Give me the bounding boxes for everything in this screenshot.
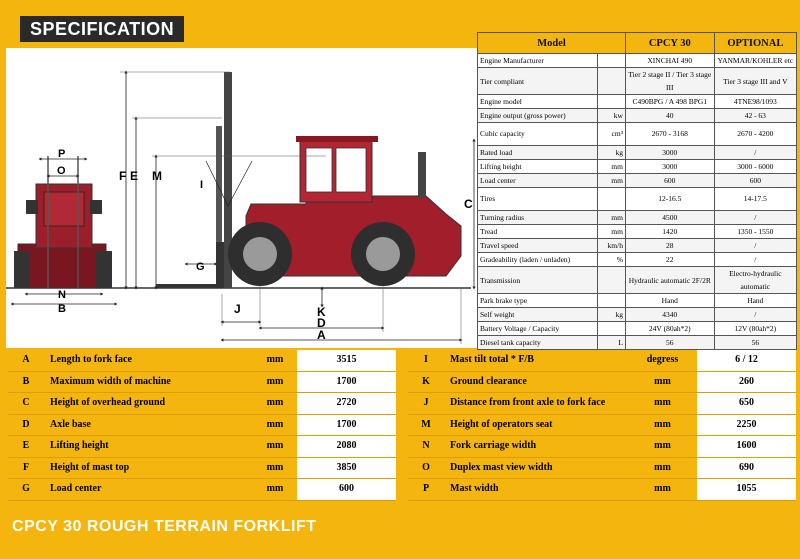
dimension-row xyxy=(408,372,796,394)
dim-unit: mm xyxy=(255,350,295,371)
spec-row xyxy=(478,188,797,211)
spec-row xyxy=(478,160,797,174)
header-std: CPCY 30 xyxy=(625,33,714,54)
dim-code: G xyxy=(8,479,44,500)
spec-param: Tires xyxy=(478,188,598,211)
spec-opt-value: 56 xyxy=(714,336,796,350)
dim-unit: mm xyxy=(630,372,695,393)
dim-label-n: N xyxy=(58,289,66,301)
spec-unit: kw xyxy=(597,109,625,123)
spec-std-value: Hydraulic automatic 2F/2R xyxy=(625,267,714,294)
spec-param: Battery Voltage / Capacity xyxy=(478,322,598,336)
spec-opt-value: YANMAR/KOHLER etc xyxy=(714,54,796,68)
dim-label-d: D xyxy=(317,316,326,330)
spec-unit xyxy=(597,267,625,294)
dim-code: E xyxy=(8,436,44,457)
dim-code: F xyxy=(8,458,44,479)
dimension-row xyxy=(408,436,796,458)
spec-opt-value: / xyxy=(714,146,796,160)
spec-unit: mm xyxy=(597,174,625,188)
header-model: Model xyxy=(478,33,626,54)
spec-param: Engine output (gross power) xyxy=(478,109,598,123)
dimension-row xyxy=(408,393,796,415)
spec-unit xyxy=(597,188,625,211)
dim-value: 1700 xyxy=(295,415,396,436)
spec-row xyxy=(478,225,797,239)
spec-unit: kg xyxy=(597,146,625,160)
dim-code: A xyxy=(8,350,44,371)
spec-opt-value: 600 xyxy=(714,174,796,188)
dimension-row xyxy=(8,372,396,394)
spec-table xyxy=(477,32,797,350)
spec-std-value: 22 xyxy=(625,253,714,267)
dim-code: P xyxy=(408,479,444,500)
dim-label-o: O xyxy=(57,165,66,177)
spec-std-value: 12-16.5 xyxy=(625,188,714,211)
spec-row xyxy=(478,308,797,322)
spec-std-value: 600 xyxy=(625,174,714,188)
spec-param: Cubic capacity xyxy=(478,123,598,146)
spec-std-value: 3000 xyxy=(625,146,714,160)
spec-row xyxy=(478,211,797,225)
dim-label-i: I xyxy=(200,179,204,191)
spec-unit xyxy=(597,95,625,109)
side-view xyxy=(119,72,474,344)
spec-table-header xyxy=(478,33,797,54)
spec-param: Tier compliant xyxy=(478,68,598,95)
dim-code: N xyxy=(408,436,444,457)
dimension-row xyxy=(408,415,796,437)
dim-label-e: E xyxy=(130,169,139,183)
spec-opt-value: 2670 - 4200 xyxy=(714,123,796,146)
spec-param: Gradeability (laden / unladen) xyxy=(478,253,598,267)
spec-param: Rated load xyxy=(478,146,598,160)
spec-param: Tread xyxy=(478,225,598,239)
spec-unit: % xyxy=(597,253,625,267)
spec-param: Lifting height xyxy=(478,160,598,174)
dim-value: 650 xyxy=(695,393,796,414)
dim-code: I xyxy=(408,350,444,371)
spec-row xyxy=(478,95,797,109)
spec-unit: km/h xyxy=(597,239,625,253)
spec-param: Diesel tank capacity xyxy=(478,336,598,350)
dim-label-m: M xyxy=(152,169,162,183)
spec-row xyxy=(478,239,797,253)
dim-label-g: G xyxy=(196,261,205,273)
spec-unit: mm xyxy=(597,160,625,174)
dim-unit: mm xyxy=(255,458,295,479)
spec-row xyxy=(478,253,797,267)
dim-unit: mm xyxy=(630,415,695,436)
spec-unit: L xyxy=(597,336,625,350)
spec-param: Travel speed xyxy=(478,239,598,253)
dim-value: 1600 xyxy=(695,436,796,457)
spec-row xyxy=(478,174,797,188)
spec-row xyxy=(478,146,797,160)
dim-value: 2720 xyxy=(295,393,396,414)
dim-value: 1055 xyxy=(695,479,796,500)
spec-std-value: 1420 xyxy=(625,225,714,239)
dim-code: K xyxy=(408,372,444,393)
spec-opt-value: / xyxy=(714,211,796,225)
dim-unit: mm xyxy=(630,436,695,457)
spec-param: Load center xyxy=(478,174,598,188)
spec-opt-value: 3000 - 6000 xyxy=(714,160,796,174)
spec-std-value: Tier 2 stage II / Tier 3 stage III xyxy=(625,68,714,95)
dim-unit: mm xyxy=(630,393,695,414)
dim-value: 2250 xyxy=(695,415,796,436)
spec-row xyxy=(478,54,797,68)
dim-description: Height of mast top xyxy=(44,458,255,479)
dim-code: J xyxy=(408,393,444,414)
spec-unit xyxy=(597,68,625,95)
dim-label-j: J xyxy=(234,302,241,316)
dim-code: O xyxy=(408,458,444,479)
dim-description: Axle base xyxy=(44,415,255,436)
dim-description: Ground clearance xyxy=(444,372,630,393)
front-view xyxy=(12,148,116,315)
dim-description: Maximum width of machine xyxy=(44,372,255,393)
dim-description: Height of overhead ground xyxy=(44,393,255,414)
spec-param: Turning radius xyxy=(478,211,598,225)
forklift-dimension-diagram xyxy=(6,56,476,346)
dim-description: Mast tilt total * F/B xyxy=(444,350,630,371)
dimension-row xyxy=(408,350,796,372)
dim-label-k: K xyxy=(317,305,326,319)
spec-unit xyxy=(597,322,625,336)
spec-std-value: 56 xyxy=(625,336,714,350)
dim-label-p: P xyxy=(58,148,66,160)
dim-unit: mm xyxy=(255,436,295,457)
dim-unit: mm xyxy=(255,479,295,500)
dim-unit: mm xyxy=(630,458,695,479)
dim-value: 6 / 12 xyxy=(695,350,796,371)
dim-value: 3515 xyxy=(295,350,396,371)
dim-value: 690 xyxy=(695,458,796,479)
spec-row xyxy=(478,322,797,336)
dimension-row xyxy=(8,458,396,480)
dimension-row xyxy=(8,436,396,458)
header-opt: OPTIONAL xyxy=(714,33,796,54)
spec-param: Park brake type xyxy=(478,294,598,308)
spec-row xyxy=(478,68,797,95)
dim-label-c: C xyxy=(464,197,473,211)
dim-label-a: A xyxy=(317,328,326,342)
spec-std-value: Hand xyxy=(625,294,714,308)
spec-row xyxy=(478,267,797,294)
dim-description: Load center xyxy=(44,479,255,500)
dim-code: B xyxy=(8,372,44,393)
spec-std-value: 2670 - 3168 xyxy=(625,123,714,146)
spec-unit: mm xyxy=(597,225,625,239)
dim-code: C xyxy=(8,393,44,414)
dim-unit: mm xyxy=(255,415,295,436)
dimension-row xyxy=(8,393,396,415)
dim-unit: mm xyxy=(255,372,295,393)
dimension-row xyxy=(8,479,396,501)
dim-description: Lifting height xyxy=(44,436,255,457)
spec-row xyxy=(478,109,797,123)
footer-title: CPCY 30 ROUGH TERRAIN FORKLIFT xyxy=(12,518,317,535)
spec-opt-value: / xyxy=(714,308,796,322)
spec-opt-value: 12V (80ah*2) xyxy=(714,322,796,336)
dim-value: 1700 xyxy=(295,372,396,393)
spec-std-value: 4340 xyxy=(625,308,714,322)
dimension-row xyxy=(8,415,396,437)
spec-opt-value: Tier 3 stage III and V xyxy=(714,68,796,95)
dim-unit: mm xyxy=(255,393,295,414)
dim-label-f: F xyxy=(119,169,127,183)
spec-unit xyxy=(597,54,625,68)
dim-code: M xyxy=(408,415,444,436)
dimension-row xyxy=(408,479,796,501)
spec-row xyxy=(478,336,797,350)
specification-label: SPECIFICATION xyxy=(20,16,184,42)
dim-description: Distance from front axle to fork face xyxy=(444,393,630,414)
spec-opt-value: 42 - 63 xyxy=(714,109,796,123)
spec-std-value: 24V (80ah*2) xyxy=(625,322,714,336)
spec-std-value: 40 xyxy=(625,109,714,123)
spec-unit xyxy=(597,294,625,308)
dim-description: Length to fork face xyxy=(44,350,255,371)
dim-code: D xyxy=(8,415,44,436)
dimension-table-right xyxy=(408,350,796,501)
dimension-row xyxy=(408,458,796,480)
dim-value: 2080 xyxy=(295,436,396,457)
spec-opt-value: 14-17.5 xyxy=(714,188,796,211)
spec-param: Self weight xyxy=(478,308,598,322)
dimension-row xyxy=(8,350,396,372)
spec-opt-value: Hand xyxy=(714,294,796,308)
dim-description: Mast width xyxy=(444,479,630,500)
spec-std-value: 3000 xyxy=(625,160,714,174)
dim-unit: degress xyxy=(630,350,695,371)
dim-description: Height of operators seat xyxy=(444,415,630,436)
spec-param: Engine Manufacturer xyxy=(478,54,598,68)
dim-description: Fork carriage width xyxy=(444,436,630,457)
spec-row xyxy=(478,123,797,146)
spec-opt-value: Electro-hydraulic automatic xyxy=(714,267,796,294)
spec-std-value: XINCHAI 490 xyxy=(625,54,714,68)
spec-std-value: 28 xyxy=(625,239,714,253)
dim-unit: mm xyxy=(630,479,695,500)
dimension-table-left xyxy=(8,350,396,501)
spec-unit: kg xyxy=(597,308,625,322)
spec-param: Engine model xyxy=(478,95,598,109)
spec-std-value: C490BPG / A 498 BPG1 xyxy=(625,95,714,109)
spec-unit: mm xyxy=(597,211,625,225)
dim-description: Duplex mast view width xyxy=(444,458,630,479)
spec-opt-value: / xyxy=(714,239,796,253)
spec-opt-value: / xyxy=(714,253,796,267)
spec-opt-value: 1350 - 1550 xyxy=(714,225,796,239)
dim-value: 600 xyxy=(295,479,396,500)
spec-std-value: 4500 xyxy=(625,211,714,225)
spec-opt-value: 4TNE98/1093 xyxy=(714,95,796,109)
dim-value: 3850 xyxy=(295,458,396,479)
spec-unit: cm³ xyxy=(597,123,625,146)
dim-value: 260 xyxy=(695,372,796,393)
dim-label-b: B xyxy=(58,303,66,315)
spec-param: Transmission xyxy=(478,267,598,294)
spec-row xyxy=(478,294,797,308)
